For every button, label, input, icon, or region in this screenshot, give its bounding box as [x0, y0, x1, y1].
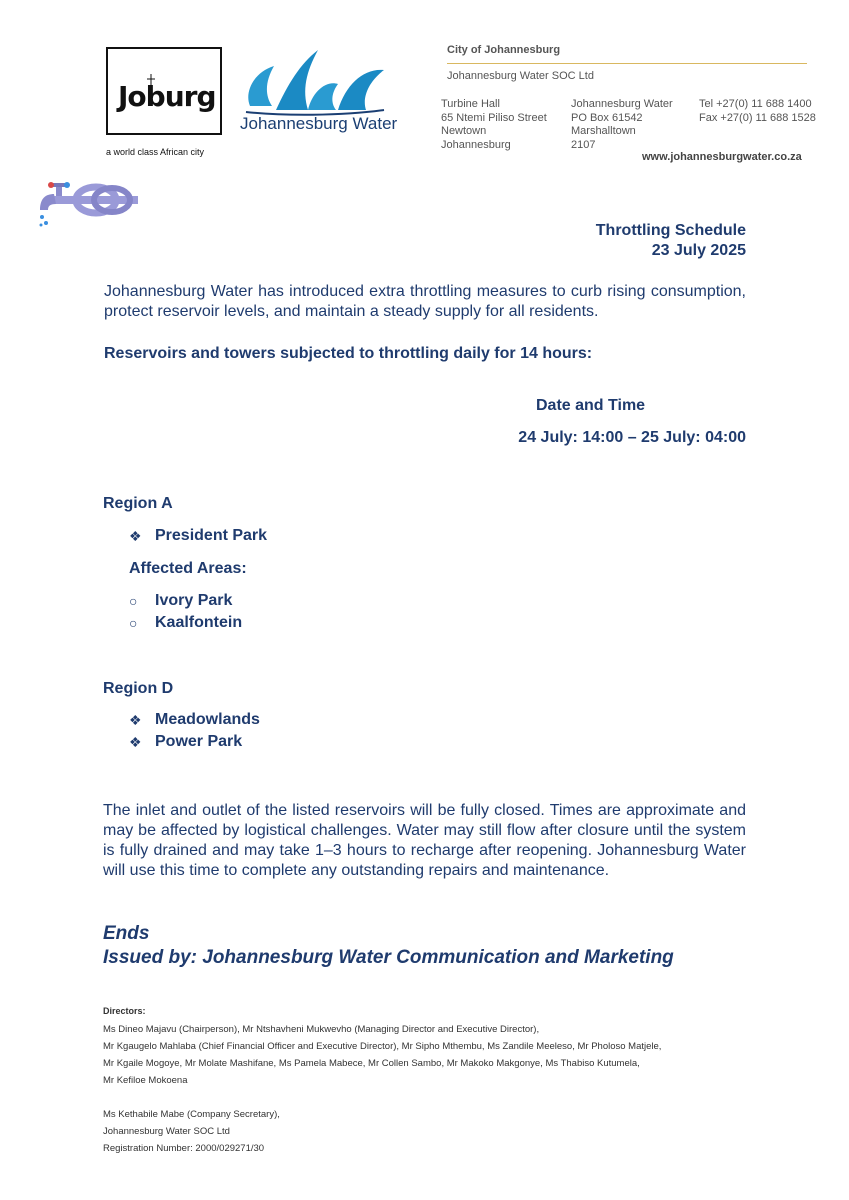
list-item: [129, 525, 267, 547]
fax: Fax +27(0) 11 688 1528: [699, 111, 816, 124]
registration-number: Registration Number: 2000/029271/30: [103, 1143, 265, 1154]
joburg-tagline: a world class African city: [106, 147, 205, 157]
diamond-bullet-icon: ❖: [129, 734, 142, 750]
directors-line: Mr Kefiloe Mokoena: [103, 1075, 188, 1086]
directors-line: Ms Dineo Majavu (Chairperson), Mr Ntshavheni Mukwevho (Managing Director and Executive Director),: [103, 1024, 540, 1035]
directors-line: Mr Kgaile Mogoye, Mr Molate Mashifane, Ms Pamela Mabece, Mr Collen Sambo, Mr Makoko Makgonye, Ms Thabiso Kutumela,: [103, 1058, 640, 1069]
address-line: Johannesburg: [441, 138, 511, 151]
address-line: Marshalltown: [571, 125, 636, 137]
schedule-date: 23 July 2025: [651, 242, 746, 259]
affected-areas-label: Affected Areas:: [129, 560, 247, 577]
ends-label: Ends: [103, 923, 150, 944]
date-time-value: 24 July: 14:00 – 25 July: 04:00: [518, 429, 746, 446]
date-time-heading: Date and Time: [536, 397, 646, 414]
diamond-bullet-icon: ❖: [129, 712, 142, 728]
contact-numbers: [699, 98, 816, 125]
footer-company: Johannesburg Water SOC Ltd: [103, 1126, 230, 1137]
address-line: PO Box 61542: [571, 111, 643, 124]
directors-line: Mr Kgaugelo Mahlaba (Chief Financial Officer and Executive Director), Mr Sipho Mthembu, Ms Zandile Meeleso, Mr Pholoso Matjele,: [103, 1041, 662, 1052]
reservoir-name: Power Park: [155, 733, 243, 750]
schedule-title: [596, 221, 746, 261]
region-d-heading: Region D: [103, 680, 174, 697]
list-item: [129, 590, 242, 612]
schedule-title-text: Throttling Schedule: [595, 222, 746, 239]
telephone: Tel +27(0) 11 688 1400: [699, 98, 812, 110]
closing-paragraph: The inlet and outlet of the listed reservoirs will be fully closed. Times are approximate and may be affected by logistical challenges. Water may still flow after closure until the system is fully drained and may take 1–3 hours to recharge after reopening. Johannesburg Water will use this time to complete any outstanding repairs and maintenance.: [103, 802, 746, 879]
company-secretary: Ms Kethabile Mabe (Company Secretary),: [103, 1109, 280, 1120]
directors-label: Directors:: [103, 1006, 146, 1016]
joburg-logo: Joburg: [118, 80, 216, 113]
knotted-tap-icon: [36, 180, 140, 228]
address-line: Johannesburg Water: [571, 98, 673, 110]
directors-list: [103, 1021, 661, 1089]
company-details: [103, 1106, 280, 1157]
address-line: Turbine Hall: [441, 98, 500, 110]
area-name: Kaalfontein: [155, 614, 243, 631]
circle-bullet-icon: ○: [129, 615, 138, 631]
reservoir-name: Meadowlands: [155, 711, 260, 728]
list-item: [129, 612, 242, 634]
postal-address: [571, 98, 673, 152]
issued-by: Issued by: Johannesburg Water Communication and Marketing: [103, 947, 674, 968]
johannesburg-water-logo-text: Johannesburg Water: [240, 114, 398, 133]
region-a-affected-areas: [129, 590, 242, 634]
reservoir-name: President Park: [155, 527, 268, 544]
johannesburg-water-logo-icon: [242, 44, 387, 116]
address-line: Newtown: [441, 125, 487, 137]
list-item: [129, 731, 260, 753]
circle-bullet-icon: ○: [129, 593, 138, 609]
intro-paragraph: Johannesburg Water has introduced extra throttling measures to curb rising consumption, protect reservoir levels, and maintain a steady supply for all residents.: [104, 283, 746, 320]
header-company: Johannesburg Water SOC Ltd: [447, 70, 594, 82]
area-name: Ivory Park: [155, 592, 233, 609]
diamond-bullet-icon: ❖: [129, 528, 142, 544]
ends-block: [103, 922, 674, 970]
header-divider: [447, 63, 807, 64]
list-item: [129, 709, 260, 731]
header-city: City of Johannesburg: [447, 44, 561, 56]
region-a-reservoirs: [129, 525, 267, 547]
joburg-logo-star-icon: [147, 74, 155, 88]
address-line: 2107: [571, 138, 596, 151]
reservoirs-heading: Reservoirs and towers subjected to throttling daily for 14 hours:: [104, 345, 593, 362]
region-d-reservoirs: [129, 709, 260, 753]
region-a-heading: Region A: [103, 495, 173, 512]
street-address: [441, 98, 547, 152]
website-link[interactable]: www.johannesburgwater.co.za: [642, 151, 802, 163]
address-line: 65 Ntemi Piliso Street: [441, 111, 547, 124]
